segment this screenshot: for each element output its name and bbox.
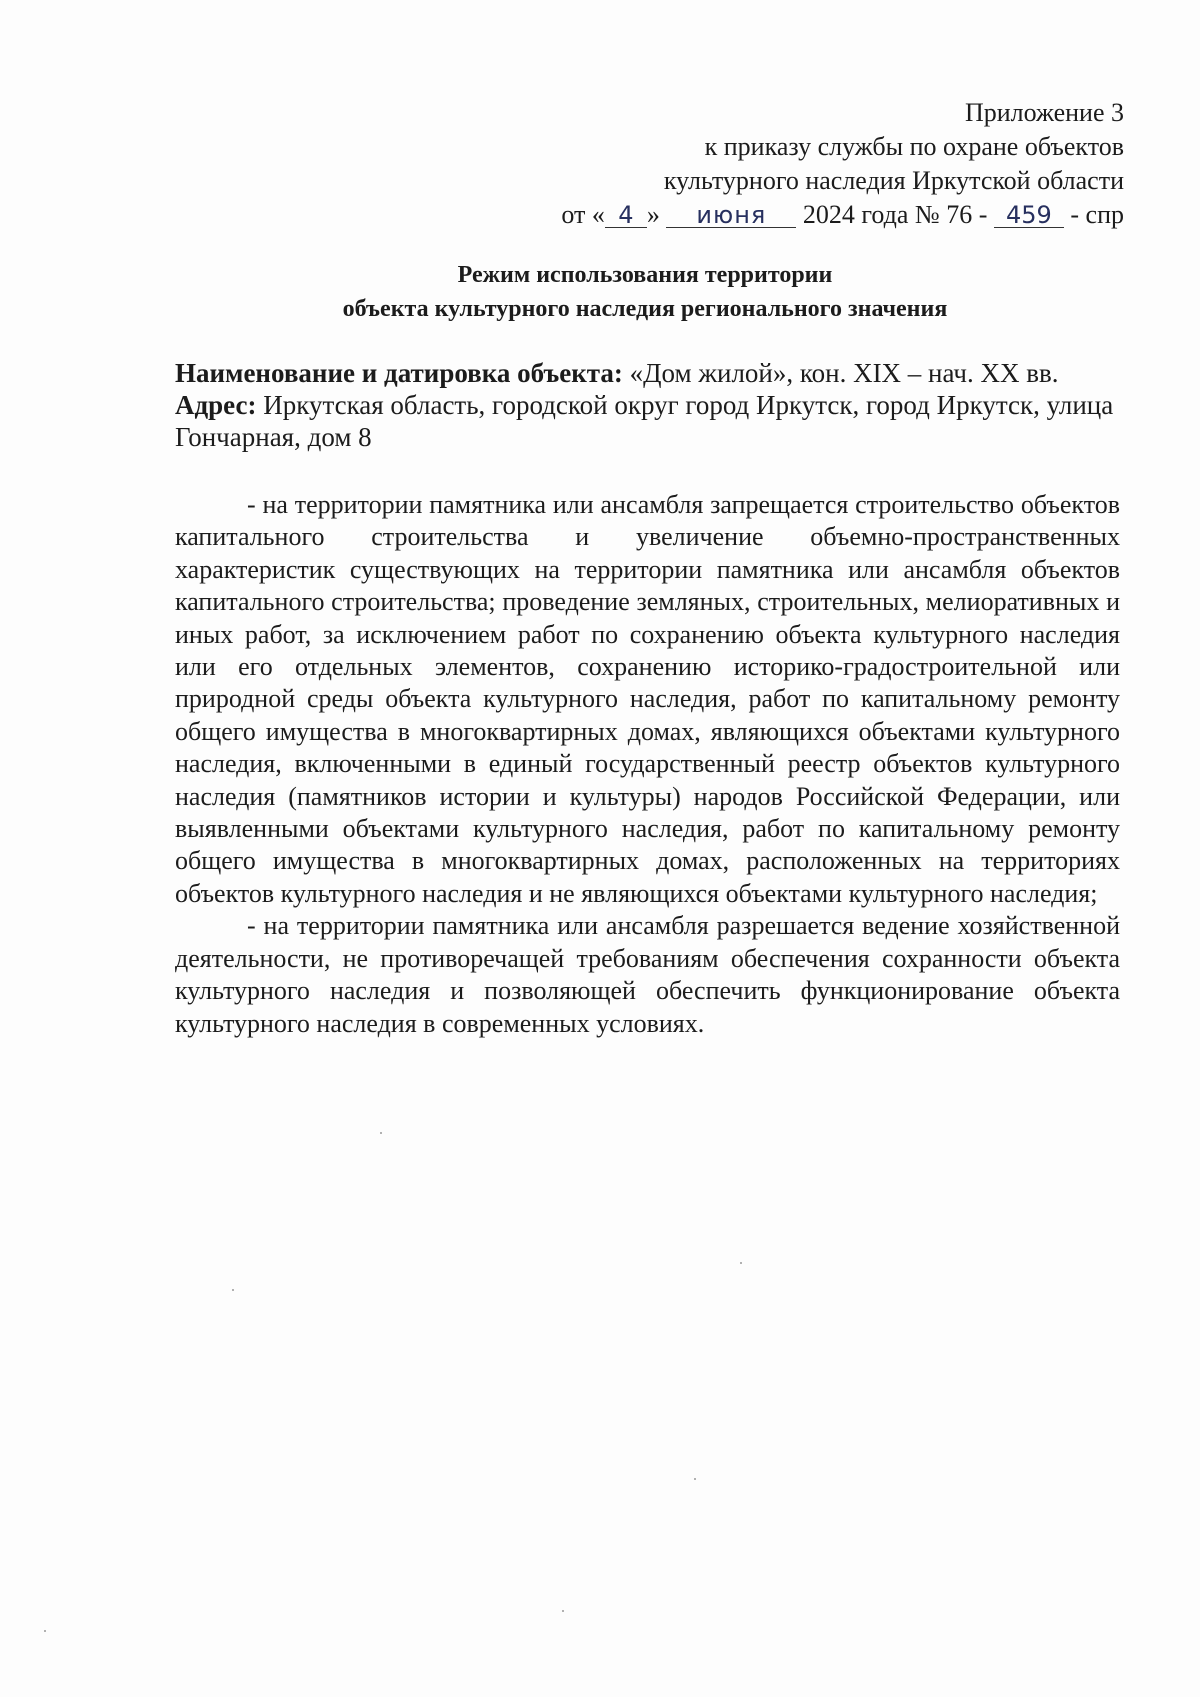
- object-name-value: «Дом жилой», кон. XIX – нач. XX вв.: [629, 358, 1059, 388]
- title-line-1: Режим использования территории: [457, 262, 833, 288]
- appendix-date-line: [561, 198, 1124, 232]
- scan-speck: [232, 1289, 234, 1291]
- appendix-number: Приложение 3: [964, 98, 1124, 127]
- appendix-agency-line: культурного наследия Иркутской области: [663, 166, 1124, 195]
- scan-speck: [562, 1610, 564, 1612]
- year-and-order-number: 2024 года № 76 -: [802, 200, 988, 229]
- date-quote-close: »: [646, 200, 660, 229]
- regime-text: [175, 489, 1120, 1040]
- scan-speck: [694, 1478, 696, 1480]
- handwritten-month: июня: [666, 203, 796, 228]
- scan-speck: [44, 1630, 46, 1632]
- handwritten-order-number: 459: [994, 203, 1064, 228]
- object-address-row: [175, 389, 1120, 453]
- object-address-label: Адрес:: [175, 390, 257, 420]
- handwritten-day: 4: [605, 203, 647, 228]
- regime-paragraph-permissions: - на территории памятника или ансамбля разрешается ведение хозяйственной деятельности, не противоречащей требованиям обеспечения сохранности объекта культурного наследия и позволяющей обеспечить функционирование объекта культурного наследия в современных условиях.: [175, 911, 1120, 1038]
- object-address-value: Иркутская область, городской округ город Иркутск, город Иркутск, улица Гончарная, дом 8: [175, 390, 1114, 452]
- object-name-row: [175, 357, 1120, 389]
- title-line-2: объекта культурного наследия регионального значения: [342, 296, 948, 322]
- object-name-label: Наименование и датировка объекта:: [175, 358, 623, 388]
- date-prefix: от «: [561, 200, 605, 229]
- appendix-order-line: к приказу службы по охране объектов: [704, 132, 1124, 161]
- object-info: [175, 357, 1120, 453]
- scan-speck: [380, 1132, 382, 1134]
- document-title: [175, 258, 1115, 326]
- scan-speck: [740, 1262, 742, 1264]
- order-suffix: - спр: [1070, 200, 1124, 229]
- regime-paragraph-prohibitions: - на территории памятника или ансамбля запрещается строительство объектов капитального строительства и увеличение объемно-пространственных характеристик существующих на территории памятника или ансамбля объектов капитального строительства; проведение земляных, строительных, мелиоративных и иных работ, за исключением работ по сохранению объекта культурного наследия или его отдельных элементов, сохранению историко-градостроительной или природной среды объекта культурного наследия, работ по капитальному ремонту общего имущества в многоквартирных домах, являющихся объектами культурного наследия, включенными в единый государственный реестр объектов культурного наследия (памятников истории и культуры) народов Российской Федерации, или выявленными объектами культурного наследия, работ по капитальному ремонту общего имущества в многоквартирных домах, расположенных на территориях объектов культурного наследия и не являющихся объектами культурного наследия;: [175, 490, 1120, 908]
- appendix-header: [561, 96, 1124, 232]
